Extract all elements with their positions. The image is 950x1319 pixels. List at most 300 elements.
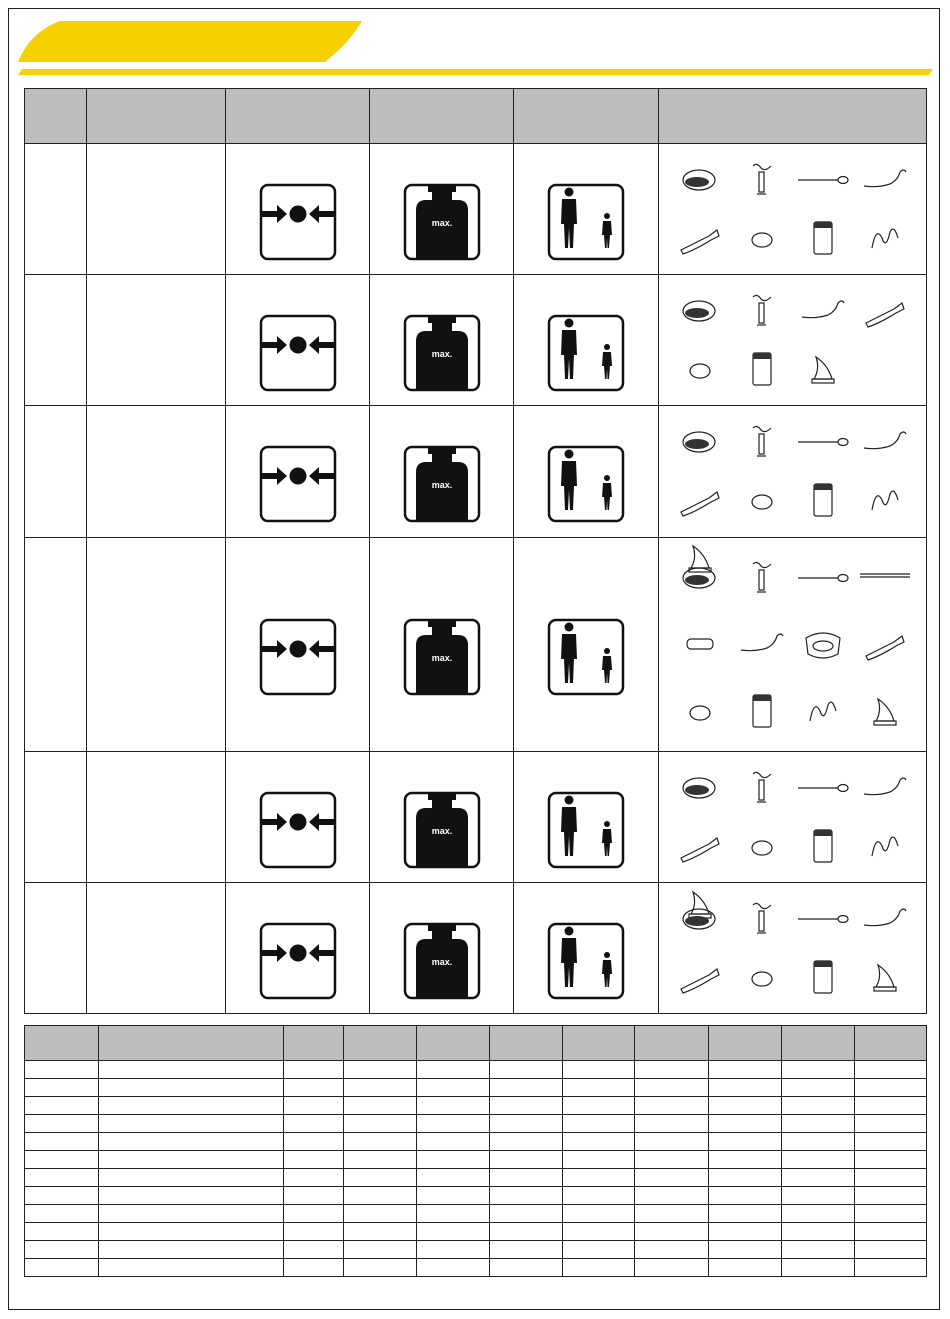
spec-cell: [490, 1079, 563, 1097]
leash-icon: [858, 768, 912, 808]
spec-cell: [25, 1187, 99, 1205]
spec-cell: [782, 1223, 855, 1241]
paddle-icon: [796, 422, 850, 462]
accessory-item: [731, 759, 793, 817]
spec-cell: [855, 1205, 927, 1223]
spec-cell: [344, 1187, 417, 1205]
leash-icon: [858, 899, 912, 939]
accessory-item: [731, 282, 793, 340]
spec-cell: [782, 1205, 855, 1223]
spec-cell: [490, 1061, 563, 1079]
product-table-header: [25, 89, 927, 144]
fin-box-icon: [673, 826, 727, 866]
accessory-item: [669, 890, 731, 948]
max-weight-icon: [402, 921, 482, 1001]
product-row: [25, 144, 927, 275]
accessory-item: [669, 282, 731, 340]
spec-cell: [709, 1241, 782, 1259]
spec-cell: [855, 1223, 927, 1241]
spec-cell: [490, 1259, 563, 1277]
spec-cell: [635, 1061, 709, 1079]
spec-cell: [417, 1079, 490, 1097]
spec-cell: [563, 1187, 635, 1205]
pump-icon: [735, 899, 789, 939]
spec-cell: [344, 1115, 417, 1133]
persons-icon: [546, 444, 626, 524]
accessory-item: [669, 948, 731, 1006]
accessories-cell: [659, 538, 927, 752]
pressure-icon: [258, 921, 338, 1001]
spec-cell: [709, 1205, 782, 1223]
header-cell: [226, 89, 370, 144]
spec-cell: [417, 1223, 490, 1241]
accessory-item: [669, 340, 731, 398]
spec-cell: [782, 1133, 855, 1151]
bag-icon: [673, 558, 727, 598]
spec-cell: [417, 1259, 490, 1277]
spec-cell: [709, 1151, 782, 1169]
spec-cell: [490, 1097, 563, 1115]
max-weight-label: max.: [431, 825, 452, 836]
accessory-item: [793, 817, 855, 875]
accessory-item: [793, 413, 855, 471]
spec-cell: [563, 1223, 635, 1241]
persons-icon: [546, 790, 626, 870]
dry-bag-icon: [796, 826, 850, 866]
accessory-item: [669, 151, 731, 209]
leash-icon: [858, 422, 912, 462]
spec-row: [25, 1061, 927, 1079]
spec-cell: [99, 1223, 284, 1241]
persons-cell: [514, 883, 659, 1014]
spec-cell: [855, 1187, 927, 1205]
model-cell: [25, 406, 87, 538]
max-weight-icon: [402, 790, 482, 870]
spec-cell: [25, 1169, 99, 1187]
max-weight-icon: [402, 617, 482, 697]
spec-cell: [99, 1205, 284, 1223]
spec-cell: [855, 1061, 927, 1079]
spec-row: [25, 1079, 927, 1097]
spec-cell: [855, 1169, 927, 1187]
spec-cell: [635, 1259, 709, 1277]
product-row: [25, 275, 927, 406]
spec-cell: [709, 1115, 782, 1133]
max-weight-cell: [370, 406, 514, 538]
spec-row: [25, 1223, 927, 1241]
paddle-icon: [796, 899, 850, 939]
spec-cell: [782, 1097, 855, 1115]
spec-cell: [635, 1115, 709, 1133]
spec-cell: [25, 1097, 99, 1115]
accessory-item: [854, 471, 916, 529]
fin-box-icon: [858, 291, 912, 331]
spec-cell: [635, 1223, 709, 1241]
repair-patch-icon: [673, 691, 727, 731]
spec-cell: [417, 1133, 490, 1151]
accessories-cell: [659, 144, 927, 275]
leash-icon: [858, 160, 912, 200]
spec-cell: [635, 1187, 709, 1205]
spec-cell: [855, 1259, 927, 1277]
accessory-item: [731, 549, 793, 607]
spec-cell: [344, 1097, 417, 1115]
dry-bag-icon: [796, 218, 850, 258]
accessories-cell: [659, 275, 927, 406]
pressure-cell: [226, 275, 370, 406]
accessory-item: [669, 549, 731, 607]
accessory-item: [854, 413, 916, 471]
pressure-cell: [226, 144, 370, 275]
spec-row: [25, 1241, 927, 1259]
accessory-item: [793, 615, 855, 673]
accessory-item: [793, 209, 855, 267]
spec-cell: [344, 1241, 417, 1259]
paddle-icon: [796, 768, 850, 808]
spec-cell: [855, 1241, 927, 1259]
spec-cell: [490, 1223, 563, 1241]
accessory-item: [731, 209, 793, 267]
fin-icon: [858, 957, 912, 997]
persons-icon: [546, 617, 626, 697]
spec-cell: [782, 1079, 855, 1097]
max-weight-label: max.: [431, 653, 452, 663]
spec-cell: [25, 1115, 99, 1133]
spec-cell: [855, 1133, 927, 1151]
accessory-item: [793, 151, 855, 209]
spec-cell: [490, 1205, 563, 1223]
spec-cell: [25, 1079, 99, 1097]
spec-cell: [344, 1079, 417, 1097]
accessory-item: [854, 759, 916, 817]
spec-cell: [284, 1241, 344, 1259]
persons-cell: [514, 538, 659, 752]
spec-cell: [782, 1151, 855, 1169]
accessory-item: [669, 209, 731, 267]
spec-row: [25, 1115, 927, 1133]
persons-cell: [514, 275, 659, 406]
accessory-item: [793, 471, 855, 529]
spec-cell: [563, 1205, 635, 1223]
spec-cell: [99, 1115, 284, 1133]
header-banner: [0, 0, 950, 80]
pressure-cell: [226, 406, 370, 538]
accessory-item: [669, 817, 731, 875]
accessories-cell: [659, 883, 927, 1014]
spec-cell: [782, 1187, 855, 1205]
spec-cell: [25, 1061, 99, 1079]
model-cell: [25, 538, 87, 752]
spec-cell: [99, 1169, 284, 1187]
pump-icon: [735, 422, 789, 462]
product-row: [25, 406, 927, 538]
spec-cell: [709, 1133, 782, 1151]
spec-cell: [635, 1169, 709, 1187]
accessory-item: [854, 682, 916, 740]
product-row: [25, 883, 927, 1014]
accessory-item: [793, 759, 855, 817]
spec-cell: [709, 1259, 782, 1277]
accessory-item: [731, 817, 793, 875]
pump-icon: [735, 160, 789, 200]
spec-cell: [490, 1133, 563, 1151]
accessory-item: [669, 682, 731, 740]
spec-cell: [709, 1187, 782, 1205]
spec-cell: [417, 1151, 490, 1169]
accessory-item: [731, 340, 793, 398]
strap-icon: [796, 691, 850, 731]
accessory-item: [854, 890, 916, 948]
name-cell: [87, 406, 226, 538]
spec-cell: [709, 1079, 782, 1097]
valve-icon: [673, 624, 727, 664]
spec-cell: [563, 1079, 635, 1097]
pump-icon: [735, 291, 789, 331]
spec-header-cell: [563, 1026, 635, 1061]
spec-row: [25, 1205, 927, 1223]
accessory-item: [854, 209, 916, 267]
spec-cell: [782, 1115, 855, 1133]
accessories-cell: [659, 752, 927, 883]
pump-icon: [735, 558, 789, 598]
fin-icon: [796, 349, 850, 389]
spec-cell: [344, 1169, 417, 1187]
spec-cell: [635, 1133, 709, 1151]
max-weight-cell: [370, 275, 514, 406]
model-cell: [25, 883, 87, 1014]
strap-icon: [858, 218, 912, 258]
model-cell: [25, 144, 87, 275]
spec-cell: [99, 1133, 284, 1151]
spec-cell: [344, 1205, 417, 1223]
spec-header-cell: [99, 1026, 284, 1061]
spec-cell: [855, 1115, 927, 1133]
leash-icon: [735, 624, 789, 664]
name-cell: [87, 538, 226, 752]
accessory-item: [731, 615, 793, 673]
spec-cell: [635, 1151, 709, 1169]
spec-cell: [709, 1061, 782, 1079]
spec-cell: [284, 1115, 344, 1133]
max-weight-cell: [370, 883, 514, 1014]
spec-cell: [99, 1097, 284, 1115]
spec-row: [25, 1259, 927, 1277]
spec-header-cell: [855, 1026, 927, 1061]
bag-icon: [673, 291, 727, 331]
accessory-item: [793, 948, 855, 1006]
persons-icon: [546, 182, 626, 262]
spec-cell: [490, 1187, 563, 1205]
pressure-icon: [258, 182, 338, 262]
max-weight-label: max.: [431, 348, 452, 359]
spec-cell: [782, 1061, 855, 1079]
max-weight-label: max.: [431, 480, 452, 490]
paddle-icon: [796, 558, 850, 598]
product-row: [25, 752, 927, 883]
spec-cell: [284, 1169, 344, 1187]
repair-patch-icon: [673, 349, 727, 389]
spec-row: [25, 1169, 927, 1187]
dry-bag-icon: [735, 691, 789, 731]
spec-cell: [99, 1151, 284, 1169]
accessory-item: [731, 948, 793, 1006]
strap-icon: [858, 480, 912, 520]
spec-cell: [782, 1169, 855, 1187]
spec-cell: [563, 1169, 635, 1187]
spec-cell: [709, 1097, 782, 1115]
spec-cell: [344, 1133, 417, 1151]
accessory-item: [793, 282, 855, 340]
spec-header-cell: [490, 1026, 563, 1061]
spec-cell: [635, 1205, 709, 1223]
name-cell: [87, 883, 226, 1014]
max-weight-icon: [402, 182, 482, 262]
spec-cell: [99, 1061, 284, 1079]
max-weight-cell: [370, 144, 514, 275]
spec-cell: [284, 1079, 344, 1097]
max-weight-cell: [370, 538, 514, 752]
fin-box-icon: [673, 218, 727, 258]
spec-header-cell: [25, 1026, 99, 1061]
strap-icon: [858, 826, 912, 866]
spec-cell: [99, 1259, 284, 1277]
accessory-item: [793, 549, 855, 607]
spec-cell: [25, 1151, 99, 1169]
fin-box-icon: [858, 624, 912, 664]
pressure-cell: [226, 538, 370, 752]
spec-cell: [709, 1169, 782, 1187]
accessory-item: [669, 615, 731, 673]
max-weight-label: max.: [431, 217, 452, 228]
accessory-item: [854, 549, 916, 607]
spec-cell: [417, 1097, 490, 1115]
header-cell: [87, 89, 226, 144]
accessory-item: [854, 282, 916, 340]
spec-cell: [284, 1061, 344, 1079]
accessory-item: [731, 413, 793, 471]
repair-patch-icon: [735, 957, 789, 997]
spec-header-cell: [417, 1026, 490, 1061]
persons-icon: [546, 313, 626, 393]
spec-cell: [709, 1223, 782, 1241]
spec-cell: [417, 1061, 490, 1079]
accessory-item: [854, 615, 916, 673]
spec-cell: [490, 1115, 563, 1133]
header-cell: [514, 89, 659, 144]
spec-cell: [563, 1115, 635, 1133]
spec-cell: [344, 1061, 417, 1079]
fin-box-icon: [673, 480, 727, 520]
spec-cell: [99, 1079, 284, 1097]
spec-cell: [563, 1061, 635, 1079]
spec-cell: [284, 1205, 344, 1223]
spec-cell: [490, 1151, 563, 1169]
accessory-item: [731, 471, 793, 529]
spec-cell: [344, 1151, 417, 1169]
persons-cell: [514, 406, 659, 538]
max-weight-cell: [370, 752, 514, 883]
spec-cell: [99, 1187, 284, 1205]
spec-cell: [563, 1241, 635, 1259]
accessory-item: [854, 151, 916, 209]
bag-icon: [673, 160, 727, 200]
pressure-cell: [226, 752, 370, 883]
name-cell: [87, 275, 226, 406]
pressure-icon: [258, 444, 338, 524]
spec-cell: [417, 1205, 490, 1223]
max-weight-label: max.: [431, 956, 452, 967]
spec-cell: [417, 1169, 490, 1187]
spec-cell: [99, 1241, 284, 1259]
spec-header-cell: [635, 1026, 709, 1061]
spec-cell: [25, 1259, 99, 1277]
seat-icon: [796, 624, 850, 664]
spec-row: [25, 1187, 927, 1205]
dry-bag-icon: [735, 349, 789, 389]
spec-cell: [417, 1187, 490, 1205]
product-table: [24, 88, 927, 1014]
spec-cell: [855, 1097, 927, 1115]
accessories-cell: [659, 406, 927, 538]
accessory-item: [669, 759, 731, 817]
dry-bag-icon: [796, 480, 850, 520]
spec-cell: [635, 1097, 709, 1115]
dry-bag-icon: [796, 957, 850, 997]
spec-header-cell: [284, 1026, 344, 1061]
pressure-icon: [258, 617, 338, 697]
spec-cell: [855, 1079, 927, 1097]
accessory-item: [854, 948, 916, 1006]
spec-cell: [25, 1205, 99, 1223]
persons-icon: [546, 921, 626, 1001]
spec-cell: [563, 1097, 635, 1115]
header-cell: [659, 89, 927, 144]
spec-cell: [417, 1241, 490, 1259]
persons-cell: [514, 144, 659, 275]
header-cell: [25, 89, 87, 144]
max-weight-icon: [402, 313, 482, 393]
spec-cell: [635, 1079, 709, 1097]
spec-cell: [284, 1151, 344, 1169]
accessory-item: [731, 151, 793, 209]
pressure-icon: [258, 313, 338, 393]
spec-cell: [563, 1151, 635, 1169]
bag-icon: [673, 899, 727, 939]
spec-cell: [782, 1241, 855, 1259]
spec-cell: [284, 1097, 344, 1115]
accessory-item: [854, 817, 916, 875]
spec-row: [25, 1097, 927, 1115]
pump-icon: [735, 768, 789, 808]
spec-table: [24, 1025, 927, 1277]
spec-cell: [563, 1133, 635, 1151]
accessory-item: [731, 682, 793, 740]
spec-cell: [284, 1223, 344, 1241]
accessory-item: [669, 471, 731, 529]
accessory-item: [793, 682, 855, 740]
fin-box-icon: [673, 957, 727, 997]
spec-cell: [635, 1241, 709, 1259]
repair-patch-icon: [735, 218, 789, 258]
spec-cell: [25, 1241, 99, 1259]
header-cell: [370, 89, 514, 144]
pressure-icon: [258, 790, 338, 870]
header-accent-line: [18, 69, 933, 75]
spec-cell: [563, 1259, 635, 1277]
spec-cell: [284, 1133, 344, 1151]
spec-header-cell: [782, 1026, 855, 1061]
name-cell: [87, 752, 226, 883]
